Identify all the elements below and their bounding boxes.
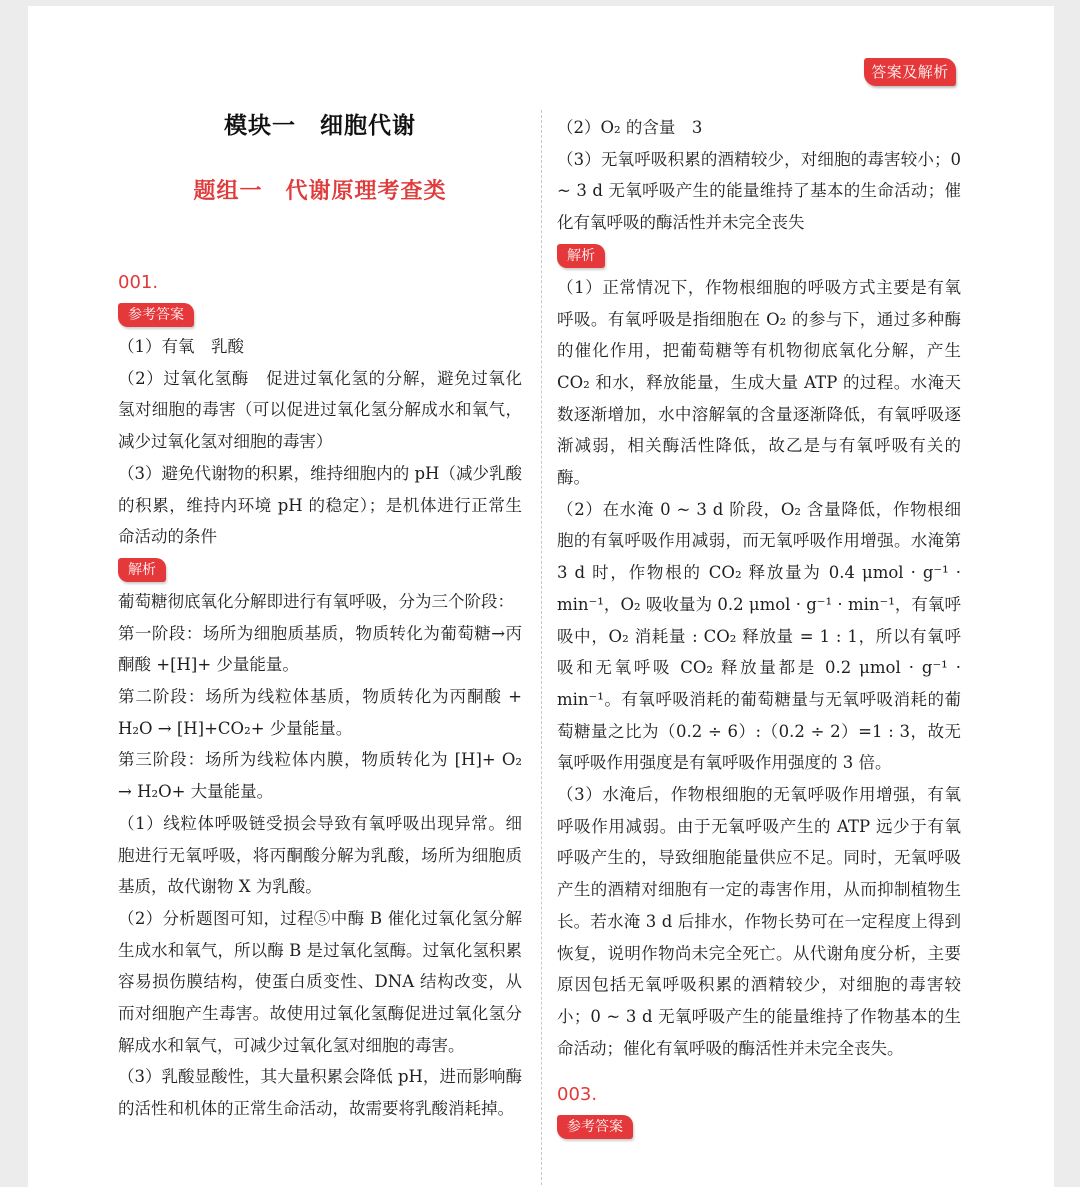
module-title: 模块一 细胞代谢	[224, 112, 416, 139]
document-page	[28, 6, 1054, 1187]
answer-item: （2）过氧化氢酶 促进过氧化氢的分解，避免过氧化氢对细胞的毒害（可以促进过氧化氢分解成水和氧气，减少过氧化氢对细胞的毒害）	[118, 368, 522, 452]
analysis-paragraph: （3）水淹后，作物根细胞的无氧呼吸作用增强，有氧呼吸作用减弱。由于无氧呼吸产生的 ATP 远少于有氧呼吸产生的，导致细胞能量供应不足。同时，无氧呼吸产生的酒精对细胞有一定的毒害作用，从而抑制植物生长。若水淹 3 d 后排水，作物长势可在一定程度上得到恢复，说明作物尚未完全死亡。从代谢角度分析，主要原因包括无氧呼吸积累的酒精较少，对细胞的毒害较小；0 ~ 3 d 无氧呼吸产生的能量维持了作物基本的生命活动；催化有氧呼吸的酶活性并未完全丧失。	[557, 785, 961, 1058]
answer-item: （2）O₂ 的含量 3	[557, 118, 703, 137]
analysis-tag: 解析	[118, 558, 166, 582]
column-divider	[541, 110, 542, 1187]
answer-item: （1）有氧 乳酸	[118, 337, 244, 356]
reference-answer-tag: 参考答案	[118, 303, 194, 327]
group-title: 题组一 代谢原理考查类	[193, 178, 447, 204]
analysis-paragraph: （1）正常情况下，作物根细胞的呼吸方式主要是有氧呼吸。有氧呼吸是指细胞在 O₂ 的参与下，通过多种酶的催化作用，把葡萄糖等有机物彻底氧化分解，产生 CO₂ 和水，释放能量，生成大量 ATP 的过程。水淹天数逐渐增加，水中溶解氧的含量逐渐降低，有氧呼吸逐渐减弱，相关酶活性降低，故乙是与有氧呼吸有关的酶。	[557, 277, 961, 488]
analysis-paragraph: （2）在水淹 0 ~ 3 d 阶段，O₂ 含量降低，作物根细胞的有氧呼吸作用减弱，而无氧呼吸作用增强。水淹第 3 d 时，作物根的 CO₂ 释放量为 0.4 μmol · g⁻¹ · min⁻¹，O₂ 吸收量为 0.2 μmol · g⁻¹ · min⁻¹，有氧呼吸中，O₂ 消耗量 : CO₂ 释放量 = 1 : 1，所以有氧呼吸和无氧呼吸 CO₂ 释放量都是 0.2 μmol · g⁻¹ · min⁻¹。有氧呼吸消耗的葡萄糖量与无氧呼吸消耗的葡萄糖量之比为（0.2 ÷ 6）:（0.2 ÷ 2）=1 : 3，故无氧呼吸作用强度是有氧呼吸作用强度的 3 倍。	[557, 499, 961, 773]
analysis-paragraph: 葡萄糖彻底氧化分解即进行有氧呼吸，分为三个阶段：	[118, 591, 514, 611]
analysis-paragraph: （3）乳酸显酸性，其大量积累会降低 pH，进而影响酶的活性和机体的正常生命活动，故需要将乳酸消耗掉。	[118, 1067, 522, 1119]
analysis-paragraph: （2）分析题图可知，过程⑤中酶 B 催化过氧化氢分解生成水和氧气，所以酶 B 是过氧化氢酶。过氧化氢积累容易损伤膜结构，使蛋白质变性、DNA 结构改变，从而对细胞产生毒害。故使用过氧化氢酶促进过氧化氢分解成水和氧气，可减少过氧化氢对细胞的毒害。	[118, 908, 522, 1055]
reference-answer-tag: 参考答案	[557, 1115, 633, 1139]
analysis-paragraph: 第三阶段：场所为线粒体内膜，物质转化为 [H]+ O₂ → H₂O+ 大量能量。	[118, 750, 522, 802]
analysis-tag: 解析	[557, 244, 605, 268]
left-column	[118, 106, 522, 1125]
section-gap	[557, 1064, 961, 1080]
answer-item: （3）避免代谢物的积累，维持细胞内的 pH（减少乳酸的积累，维持内环境 pH 的稳定）；是机体进行正常生命活动的条件	[118, 463, 522, 547]
analysis-paragraph: 第二阶段：场所为线粒体基质，物质转化为丙酮酸 + H₂O → [H]+CO₂+ 少量能量。	[118, 687, 522, 738]
answer-item: （3）无氧呼吸积累的酒精较少，对细胞的毒害较小；0 ~ 3 d 无氧呼吸产生的能量维持了基本的生命活动；催化有氧呼吸的酶活性并未完全丧失	[557, 149, 961, 233]
question-number: 001.	[118, 272, 159, 293]
answers-analysis-badge: 答案及解析	[864, 58, 956, 86]
right-column	[557, 112, 961, 1143]
next-question-number: 003.	[557, 1084, 598, 1106]
analysis-paragraph: 第一阶段：场所为细胞质基质，物质转化为葡萄糖→丙酮酸 +[H]+ 少量能量。	[118, 623, 522, 675]
analysis-paragraph: （1）线粒体呼吸链受损会导致有氧呼吸出现异常。细胞进行无氧呼吸，将丙酮酸分解为乳酸，场所为细胞质基质，故代谢物 X 为乳酸。	[118, 813, 522, 897]
